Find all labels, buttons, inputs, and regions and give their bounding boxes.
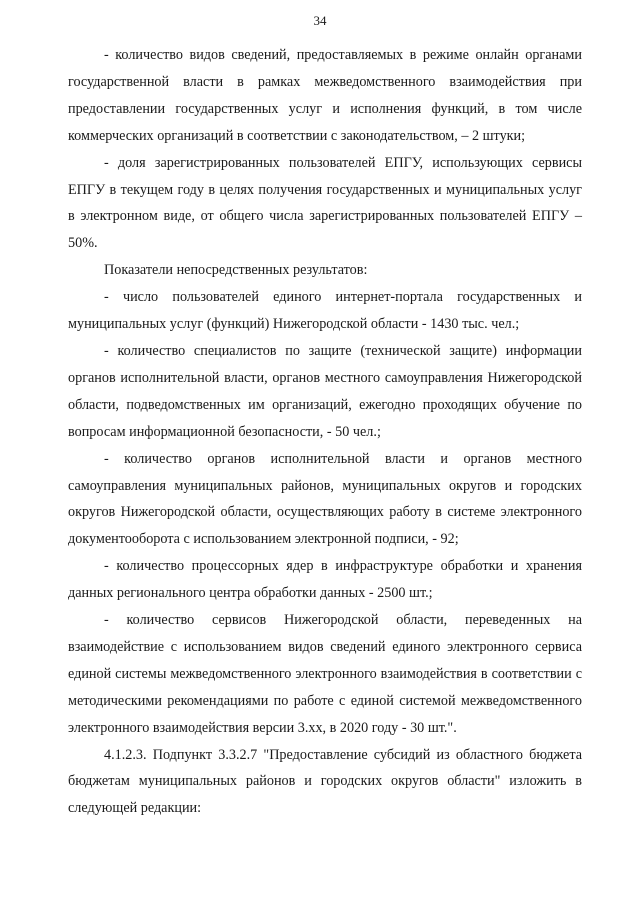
paragraph-edo-organs: - количество органов исполнительной власти и органов местного самоуправления муниципальных районов, муниципальных округов и городских округов Нижегородской области, осуществляющих работу в системе электронного документооборота с использованием электронной подписи, - 92; (68, 450, 582, 548)
paragraph-security-specialists: - количество специалистов по защите (технической защите) информации органов исполнительной власти, органов местного самоуправления Нижегородской области, подведомственных им организаций, ежегодно проходящих обучение по вопросам информационной безопасности, - 50 чел.; (68, 342, 582, 440)
page-number: 34 (313, 13, 327, 28)
document-body (68, 42, 582, 822)
paragraph-subsidy-clause: 4.1.2.3. Подпункт 3.3.2.7 "Предоставление субсидий из областного бюджета бюджетам муниципальных районов и городских округов области" изложить в следующей редакции: (68, 746, 582, 817)
paragraph-services-smev: - количество сервисов Нижегородской области, переведенных на взаимодействие с использованием видов сведений единого электронного сервиса единой системы межведомственного электронного взаимодействия в соответствии с методическими рекомендациями по работе с единой системой межведомственного электронного взаимодействия версии 3.хх, в 2020 году - 30 шт.". (68, 612, 582, 736)
paragraph-epgu-users-share: - доля зарегистрированных пользователей ЕПГУ, использующих сервисы ЕПГУ в текущем году в целях получения государственных и муниципальных услуг в электронном виде, от общего числа зарегистрированных пользователей ЕПГУ – 50%. (68, 154, 582, 252)
paragraph-portal-users: - число пользователей единого интернет-портала государственных и муниципальных услуг (функций) Нижегородской области - 1430 тыс. чел.; (68, 289, 582, 333)
paragraph-online-info-types: - количество видов сведений, предоставляемых в режиме онлайн органами государственной власти в рамках межведомственного взаимодействия при предоставлении государственных услуг и исполнения функций, в том числе коммерческих организаций в соответствии с законодательством, – 2 штуки; (68, 47, 582, 144)
paragraph-direct-results-heading: Показатели непосредственных результатов: (104, 262, 368, 279)
paragraph-processor-cores: - количество процессорных ядер в инфраструктуре обработки и хранения данных регионального центра обработки данных - 2500 шт.; (68, 558, 582, 602)
